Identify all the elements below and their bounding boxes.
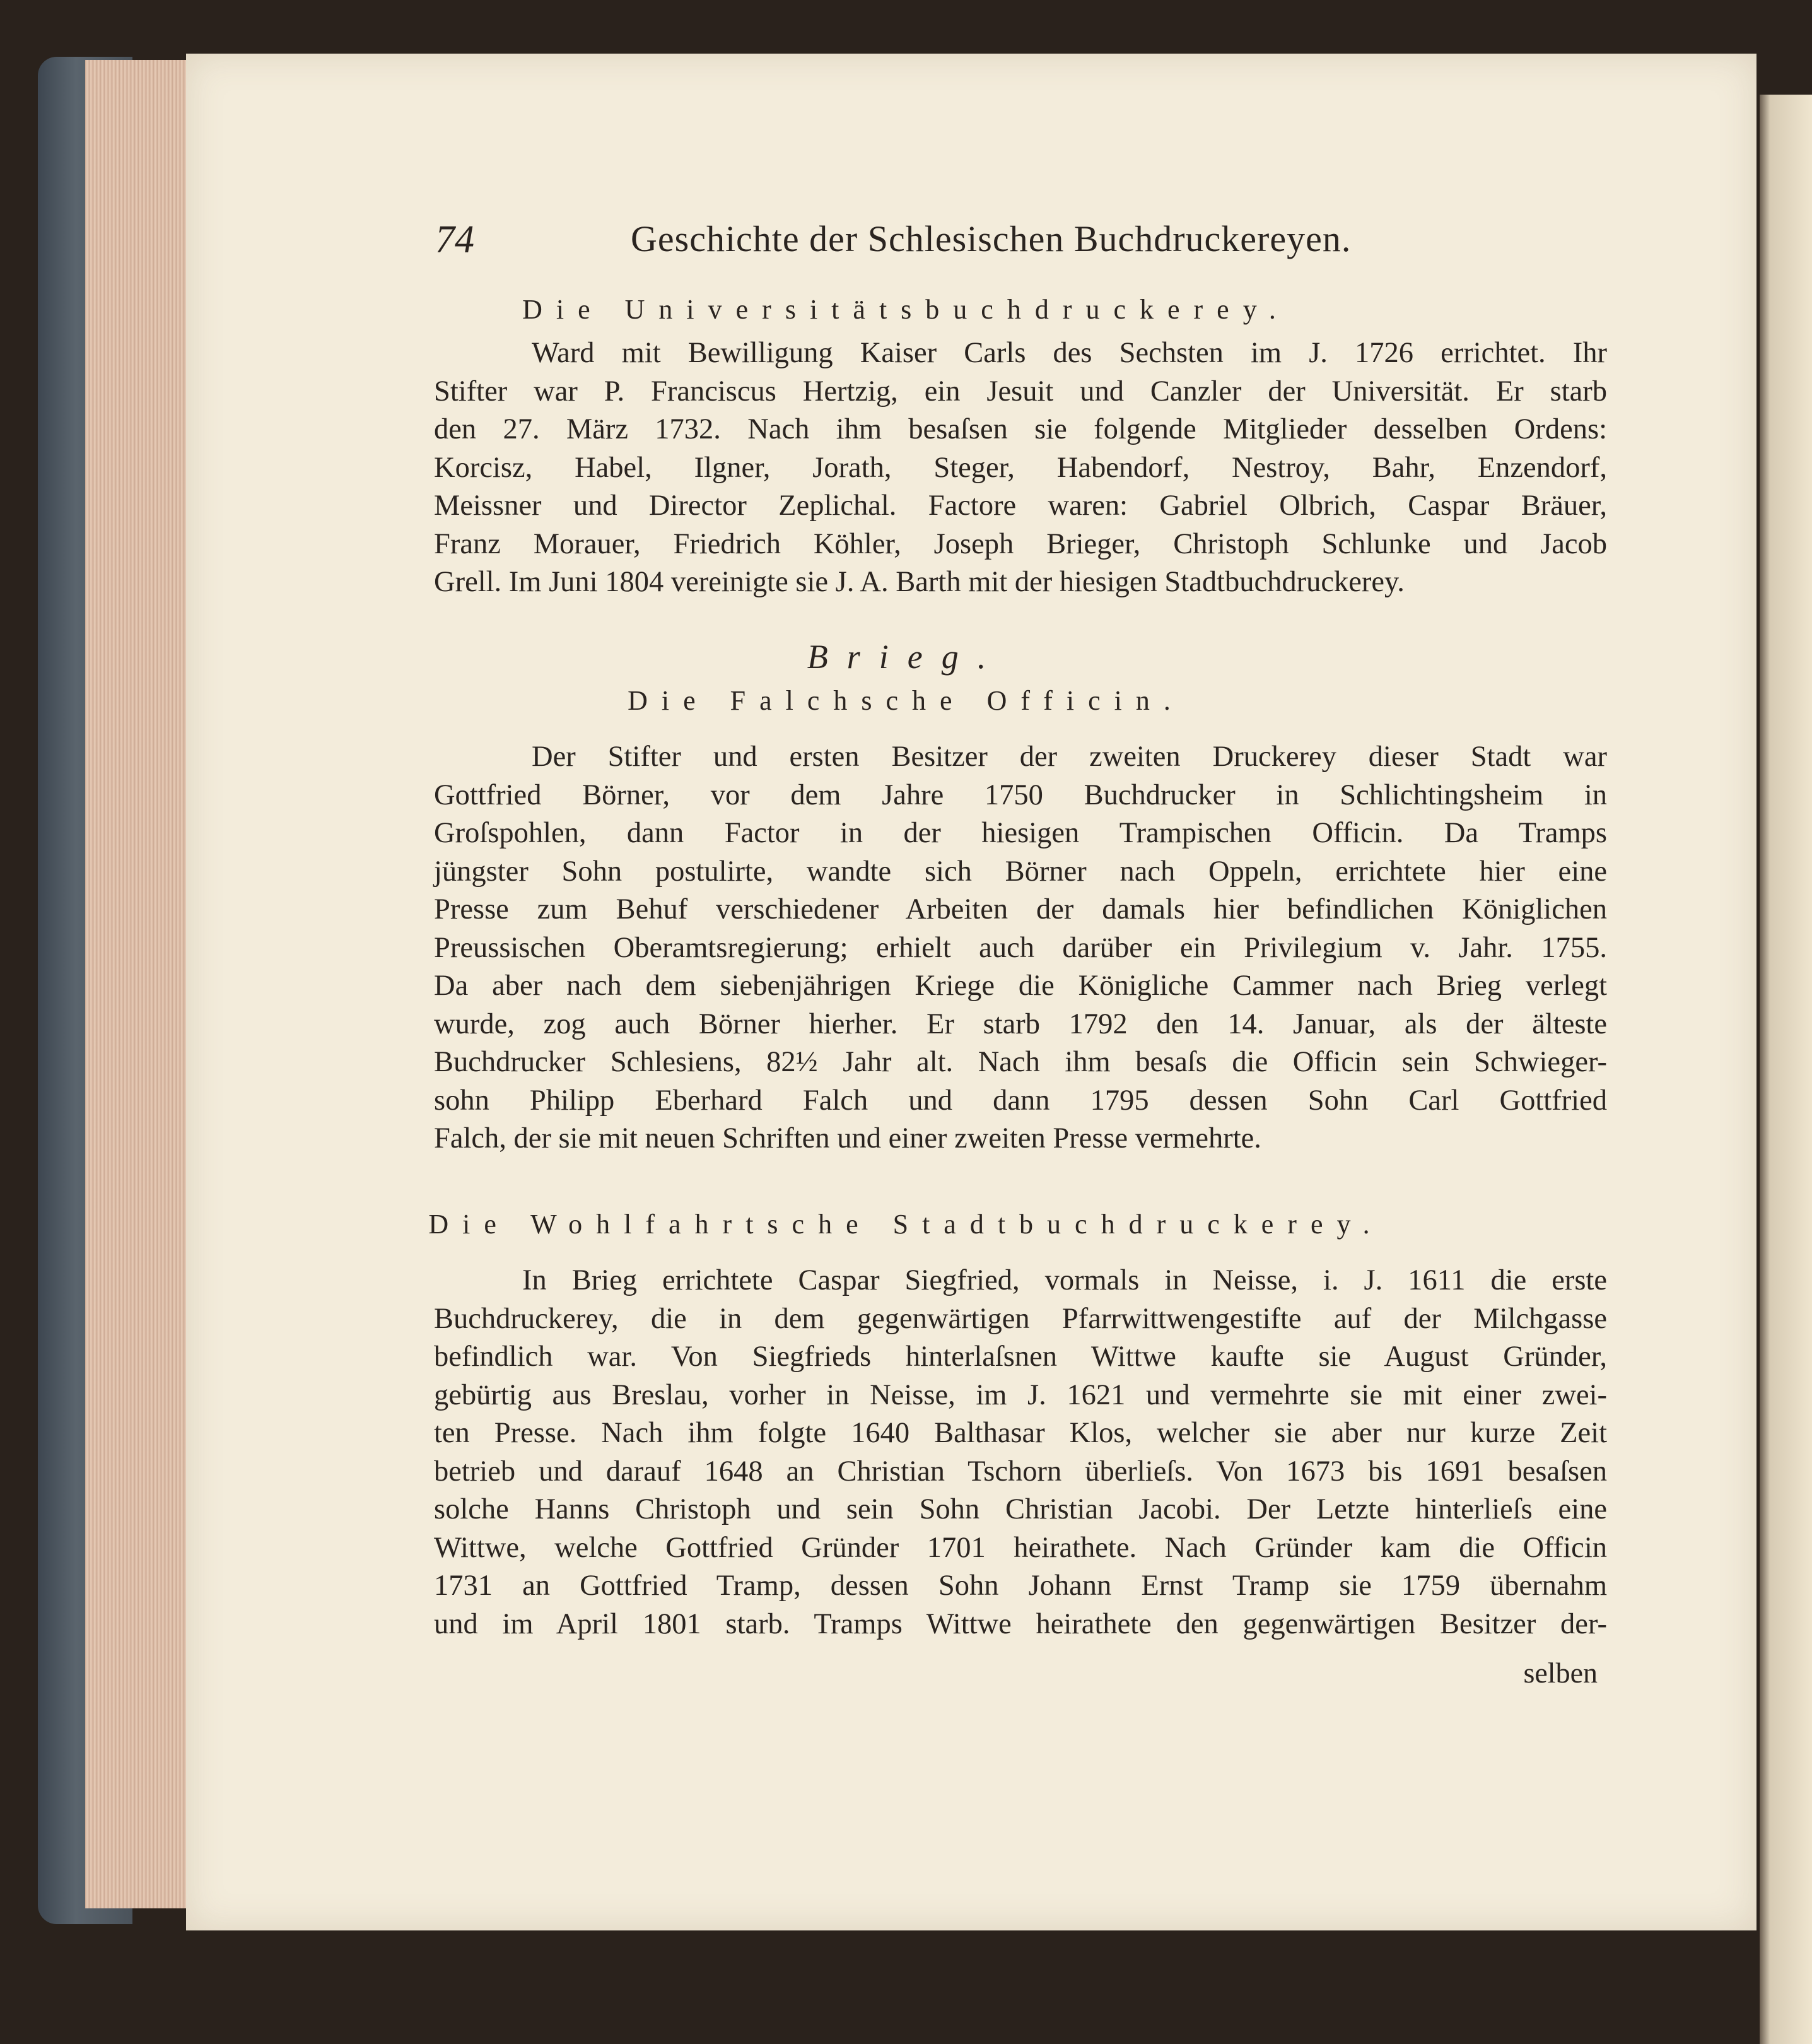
text-line: Wittwe, welche Gottfried Gründer 1701 heirathete. Nach Gründer kam die Officin	[434, 1531, 1607, 1564]
text-line: gebürtig aus Breslau, vorher in Neisse, im J. 1621 und vermehrte sie mit einer zwei-	[434, 1378, 1607, 1411]
text-line: Grell. Im Juni 1804 vereinigte sie J. A. Barth mit der hiesigen Stadtbuchdruckerey.	[434, 566, 1405, 598]
text-line: Stifter war P. Franciscus Hertzig, ein Jesuit und Canzler der Universität. Er starb	[434, 375, 1607, 408]
text-line: Franz Morauer, Friedrich Köhler, Joseph Brieger, Christoph Schlunke und Jacob	[434, 527, 1607, 560]
section-heading-wohlfahrt: Die Wohlfahrtsche Stadtbuchdruckerey.	[428, 1209, 1384, 1240]
text-line: Preussischen Oberamtsregierung; erhielt auch darüber ein Privilegium v. Jahr. 1755.	[434, 931, 1607, 964]
text-line: ten Presse. Nach ihm folgte 1640 Balthasar Klos, welcher sie aber nur kurze Zeit	[434, 1417, 1607, 1449]
text-line: sohn Philipp Eberhard Falch und dann 1795 dessen Sohn Carl Gottfried	[434, 1084, 1607, 1117]
page-edges	[85, 60, 196, 1908]
text-line: Presse zum Behuf verschiedener Arbeiten der damals hier befindlichen Königlichen	[434, 893, 1607, 925]
text-line: 1731 an Gottfried Tramp, dessen Sohn Johann Ernst Tramp sie 1759 übernahm	[434, 1570, 1607, 1602]
text-line: Korcisz, Habel, Ilgner, Jorath, Steger, Habendorf, Nestroy, Bahr, Enzendorf,	[434, 451, 1607, 484]
text-line: Da aber nach dem siebenjährigen Kriege die Königliche Cammer nach Brieg verlegt	[434, 970, 1607, 1002]
page-number: 74	[435, 218, 474, 261]
text-line: den 27. März 1732. Nach ihm besaſsen sie folgende Mitglieder desselben Ordens:	[434, 413, 1607, 445]
catchword: selben	[1523, 1657, 1598, 1689]
section-heading-universitaet: Die Universitätsbuchdruckerey.	[522, 294, 1290, 325]
text-line: Ward mit Bewilligung Kaiser Carls des Sechsten im J. 1726 errichtet. Ihr	[532, 337, 1607, 369]
paragraph-falch	[434, 738, 1607, 1158]
text-line: wurde, zog auch Börner hierher. Er starb 1792 den 14. Januar, als der älteste	[434, 1007, 1607, 1040]
text-line: In Brieg errichtete Caspar Siegfried, vormals in Neisse, i. J. 1611 die erste	[522, 1264, 1607, 1296]
running-title: Geschichte der Schlesischen Buchdruckereyen.	[631, 218, 1352, 259]
facing-page-edge	[1760, 95, 1812, 2044]
text-line: Buchdrucker Schlesiens, 82½ Jahr alt. Nach ihm besaſs die Officin sein Schwieger-	[434, 1046, 1607, 1078]
text-line: Der Stifter und ersten Besitzer der zweiten Druckerey dieser Stadt war	[532, 741, 1607, 773]
section-heading-falch: Die Falchsche Officin.	[628, 685, 1184, 716]
text-line: Groſspohlen, dann Factor in der hiesigen Trampischen Officin. Da Tramps	[434, 817, 1607, 849]
text-line: betrieb und darauf 1648 an Christian Tschorn überlieſs. Von 1673 bis 1691 besaſsen	[434, 1455, 1607, 1488]
text-line: Gottfried Börner, vor dem Jahre 1750 Buchdrucker in Schlichtingsheim in	[434, 778, 1607, 811]
text-line: jüngster Sohn postulirte, wandte sich Börner nach Oppeln, errichtete hier eine	[434, 855, 1607, 888]
paragraph-universitaet	[434, 334, 1607, 602]
city-heading-brieg: Brieg.	[807, 638, 1005, 676]
text-line: Buchdruckerey, die in dem gegenwärtigen Pfarrwittwengestifte auf der Milchgasse	[434, 1302, 1607, 1335]
text-line: solche Hanns Christoph und sein Sohn Christian Jacobi. Der Letzte hinterlieſs eine	[434, 1493, 1607, 1525]
text-line: Falch, der sie mit neuen Schriften und einer zweiten Presse vermehrte.	[434, 1122, 1261, 1154]
text-line: und im April 1801 starb. Tramps Wittwe heirathete den gegenwärtigen Besitzer der-	[434, 1607, 1607, 1640]
paragraph-wohlfahrt	[434, 1262, 1607, 1643]
text-line: befindlich war. Von Siegfrieds hinterlaſsnen Wittwe kaufte sie August Gründer,	[434, 1341, 1607, 1373]
text-line: Meissner und Director Zeplichal. Factore waren: Gabriel Olbrich, Caspar Bräuer,	[434, 490, 1607, 522]
